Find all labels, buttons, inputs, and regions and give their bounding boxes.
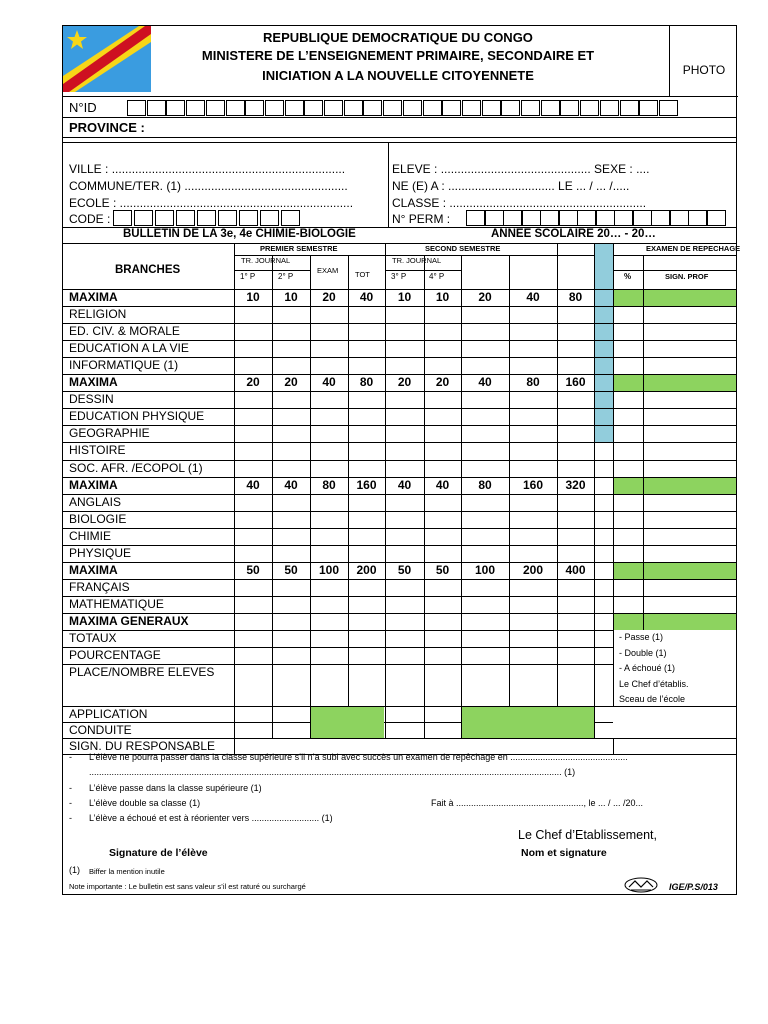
id-box[interactable] — [403, 100, 422, 116]
subject-label: GEOGRAPHIE — [69, 426, 150, 441]
tr-journal-1: TR. JOURNAL — [241, 256, 291, 265]
maxima-value: 80 — [568, 290, 583, 304]
subject-label: PHYSIQUE — [69, 545, 132, 560]
blue-column — [595, 244, 613, 442]
id-box[interactable] — [363, 100, 382, 116]
maxima-value: 400 — [565, 562, 586, 577]
id-box[interactable] — [147, 100, 166, 116]
maxima-value: 20 — [478, 290, 492, 304]
maxima-row-label: MAXIMA GENERAUX — [69, 613, 189, 628]
commune-field[interactable]: COMMUNE/TER. (1) ................................................. — [69, 179, 348, 193]
eleve-field[interactable]: ELEVE : ............................................. SEXE : .... — [392, 162, 650, 176]
id-box[interactable] — [659, 100, 678, 116]
id-box[interactable] — [324, 100, 343, 116]
green-cell-s1 — [311, 707, 384, 738]
subject-label: POURCENTAGE — [69, 648, 161, 663]
perm-box[interactable] — [540, 210, 559, 226]
perm-box[interactable] — [614, 210, 633, 226]
biffer-note: Biffer la mention inutile — [89, 867, 165, 876]
maxima-value: 40 — [359, 290, 374, 304]
p3-header: 3° P — [391, 272, 407, 281]
tot-header: TOT — [355, 270, 370, 279]
tr-journal-2: TR. JOURNAL — [392, 256, 442, 265]
decision-echoue: - A échoué (1) — [619, 663, 676, 673]
maxima-value: 20 — [397, 375, 412, 390]
id-box[interactable] — [482, 100, 501, 116]
subject-label: EDUCATION A LA VIE — [69, 341, 189, 356]
subject-label: RELIGION — [69, 307, 127, 322]
green-cell — [614, 375, 736, 391]
maxima-value: 100 — [474, 562, 496, 577]
id-box[interactable] — [580, 100, 599, 116]
perm-box[interactable] — [522, 210, 541, 226]
id-box[interactable] — [186, 100, 205, 116]
id-box[interactable] — [521, 100, 540, 116]
subject-label: INFORMATIQUE (1) — [69, 358, 179, 373]
perm-box[interactable] — [466, 210, 485, 226]
perm-box[interactable] — [596, 210, 615, 226]
exam-header: EXAM — [317, 266, 339, 275]
id-box[interactable] — [344, 100, 363, 116]
subject-label: DESSIN — [69, 392, 114, 407]
id-box[interactable] — [541, 100, 560, 116]
perm-box[interactable] — [485, 210, 504, 226]
note-1-dash: - — [69, 752, 72, 762]
subject-label: SOC. AFR. /ECOPOL (1) — [69, 460, 203, 475]
photo-label: PHOTO — [682, 63, 726, 77]
footer-note-4: L’élève a échoué et est à réorienter vers ........................... (1) — [89, 813, 333, 823]
perm-box[interactable] — [503, 210, 522, 226]
footer-note-1b: ............................................................................................................................................................................................. (1) — [89, 767, 576, 777]
note-3-dash: - — [69, 798, 72, 808]
name-signature: Nom et signature — [521, 847, 607, 859]
birth-field[interactable]: NE (E) A : ................................ LE ... / ... /..... — [392, 179, 630, 193]
report-card — [62, 25, 741, 895]
classe-field[interactable]: CLASSE : ........................................................... — [392, 196, 647, 210]
id-box[interactable] — [245, 100, 264, 116]
id-box[interactable] — [383, 100, 402, 116]
id-box[interactable] — [166, 100, 185, 116]
id-box[interactable] — [620, 100, 639, 116]
maxima-value: 80 — [359, 375, 374, 390]
maxima-value: 200 — [522, 562, 544, 577]
id-box[interactable] — [560, 100, 579, 116]
code-box[interactable] — [176, 210, 195, 226]
seal-stamp-icon — [621, 875, 661, 895]
id-box[interactable] — [265, 100, 284, 116]
green-cell — [614, 290, 736, 306]
id-box[interactable] — [462, 100, 481, 116]
conduite-label: CONDUITE — [69, 723, 132, 738]
header-republic: REPUBLIQUE DEMOCRATIQUE DU CONGO — [263, 30, 533, 45]
sign-prof-header: SIGN. PROF — [665, 272, 709, 281]
maxima-value: 10 — [284, 290, 298, 304]
id-box[interactable] — [639, 100, 658, 116]
green-cell-s2 — [462, 707, 594, 738]
subject-label: EDUCATION PHYSIQUE — [69, 409, 205, 424]
p1-header: 1° P — [240, 272, 256, 281]
subject-label: CHIMIE — [69, 528, 111, 543]
maxima-row-label: MAXIMA — [69, 562, 118, 577]
decision-passe: - Passe (1) — [619, 632, 664, 642]
subject-label: MATHEMATIQUE — [69, 596, 164, 611]
decision-sceau: Sceau de l’école — [619, 694, 686, 704]
form-code: IGE/P.S/013 — [669, 882, 718, 892]
maxima-value: 40 — [322, 375, 336, 390]
maxima-row-label: MAXIMA — [69, 477, 118, 492]
maxima-value: 100 — [318, 562, 340, 577]
code-box[interactable] — [218, 210, 237, 226]
maxima-value: 40 — [478, 375, 492, 390]
code-box[interactable] — [197, 210, 216, 226]
bulletin-title: BULLETIN DE LA 3e, 4e CHIMIE-BIOLOGIE — [123, 228, 356, 240]
id-box[interactable] — [442, 100, 461, 116]
ville-field[interactable]: VILLE : ...................................................................... — [69, 162, 346, 176]
subject-label: ED. CIV. & MORALE — [69, 324, 180, 339]
maxima-value: 40 — [246, 477, 260, 492]
maxima-value: 50 — [284, 562, 298, 577]
school-year: ANNEE SCOLAIRE 20… - 20… — [491, 228, 656, 240]
code-box[interactable] — [239, 210, 258, 226]
id-box[interactable] — [285, 100, 304, 116]
id-label: N°ID — [69, 100, 97, 115]
maxima-value: 10 — [246, 290, 260, 304]
green-cell — [614, 478, 736, 494]
perm-box[interactable] — [633, 210, 652, 226]
province-label: PROVINCE : — [69, 120, 145, 135]
maxima-value: 320 — [565, 477, 586, 492]
maxima-value: 160 — [565, 375, 586, 390]
application-label: APPLICATION — [69, 707, 148, 722]
maxima-value: 10 — [397, 290, 412, 304]
code-box[interactable] — [155, 210, 174, 226]
subject-label: BIOLOGIE — [69, 511, 127, 526]
id-box[interactable] — [501, 100, 520, 116]
id-box[interactable] — [206, 100, 225, 116]
perm-box[interactable] — [707, 210, 726, 226]
important-note: Note importante : Le bulletin est sans valeur s’il est raturé ou surchargé — [69, 882, 306, 891]
footer-note-1: L’élève ne pourra passer dans la classe supérieure s’il n’a subi avec succès un examen de repêchage en ............................................... — [89, 752, 628, 762]
subject-label: ANGLAIS — [69, 494, 122, 509]
photo-box — [669, 26, 738, 97]
maxima-value: 200 — [356, 562, 377, 577]
decision-double: - Double (1) — [619, 647, 667, 658]
note-4-dash: - — [69, 813, 72, 823]
maxima-value: 40 — [526, 290, 540, 304]
chef-etablissement: Le Chef d’Etablissement, — [518, 828, 657, 842]
subject-label: TOTAUX — [69, 631, 117, 645]
student-signature: Signature de l’élève — [109, 847, 208, 859]
pct-header: % — [624, 272, 632, 281]
header-ministry-2: INICIATION A LA NOUVELLE CITOYENNETE — [262, 68, 534, 83]
green-cell — [614, 563, 736, 579]
footer-note-2: L’élève passe dans la classe supérieure (1) — [89, 783, 262, 793]
header-ministry: MINISTERE DE L’ENSEIGNEMENT PRIMAIRE, SECONDAIRE ET — [201, 48, 595, 63]
perm-box[interactable] — [688, 210, 707, 226]
ecole-field[interactable]: ECOLE : ...................................................................... — [69, 196, 354, 210]
maxima-value: 80 — [322, 477, 336, 492]
note-2-dash: - — [69, 783, 72, 793]
fait-a[interactable]: Fait à ..................................................., le ... / ... /20... — [431, 798, 644, 808]
perm-box[interactable] — [670, 210, 689, 226]
examen-header: EXAMEN DE REPECHAGE — [646, 244, 741, 253]
maxima-value: 20 — [284, 375, 298, 390]
code-box[interactable] — [281, 210, 300, 226]
perm-box[interactable] — [577, 210, 596, 226]
maxima-value: 160 — [522, 477, 544, 492]
p4-header: 4° P — [429, 272, 445, 281]
maxima-row-label: MAXIMA — [69, 375, 118, 390]
maxima-value: 160 — [356, 477, 377, 492]
maxima-value: 20 — [435, 375, 450, 390]
maxima-value: 10 — [435, 290, 450, 304]
code-box[interactable] — [113, 210, 132, 226]
maxima-value: 20 — [246, 375, 260, 390]
code-box[interactable] — [260, 210, 279, 226]
premier-semestre: PREMIER SEMESTRE — [260, 244, 338, 253]
decision-chef: Le Chef d’établis. — [619, 678, 689, 689]
perm-box[interactable] — [559, 210, 578, 226]
maxima-value: 20 — [322, 290, 336, 304]
sign-responsable-label: SIGN. DU RESPONSABLE — [69, 739, 216, 754]
drc-flag-icon — [63, 26, 151, 92]
id-box[interactable] — [600, 100, 619, 116]
maxima-value: 80 — [478, 477, 492, 492]
maxima-value: 80 — [526, 375, 540, 390]
code-label: CODE : — [69, 212, 111, 226]
id-box[interactable] — [423, 100, 442, 116]
perm-label: N° PERM : — [392, 212, 451, 226]
green-cell — [614, 614, 736, 630]
maxima-row-label: MAXIMA — [69, 290, 118, 304]
p2-header: 2° P — [278, 272, 294, 281]
maxima-value: 50 — [397, 562, 412, 577]
maxima-value: 40 — [284, 477, 298, 492]
id-box[interactable] — [304, 100, 323, 116]
code-box[interactable] — [134, 210, 153, 226]
maxima-value: 40 — [435, 477, 450, 492]
id-box[interactable] — [127, 100, 146, 116]
branches-header: BRANCHES — [115, 264, 181, 276]
maxima-value: 50 — [246, 562, 260, 577]
id-box[interactable] — [226, 100, 245, 116]
subject-label: PLACE/NOMBRE ELEVES — [69, 665, 215, 680]
footer-note-3: L’élève double sa classe (1) — [89, 798, 201, 808]
second-semestre: SECOND SEMESTRE — [425, 244, 501, 253]
maxima-value: 50 — [435, 562, 450, 577]
subject-label: FRANÇAIS — [69, 579, 130, 594]
biffer-num: (1) — [69, 865, 80, 875]
maxima-value: 40 — [397, 477, 412, 492]
perm-box[interactable] — [651, 210, 670, 226]
subject-label: HISTOIRE — [69, 443, 126, 458]
